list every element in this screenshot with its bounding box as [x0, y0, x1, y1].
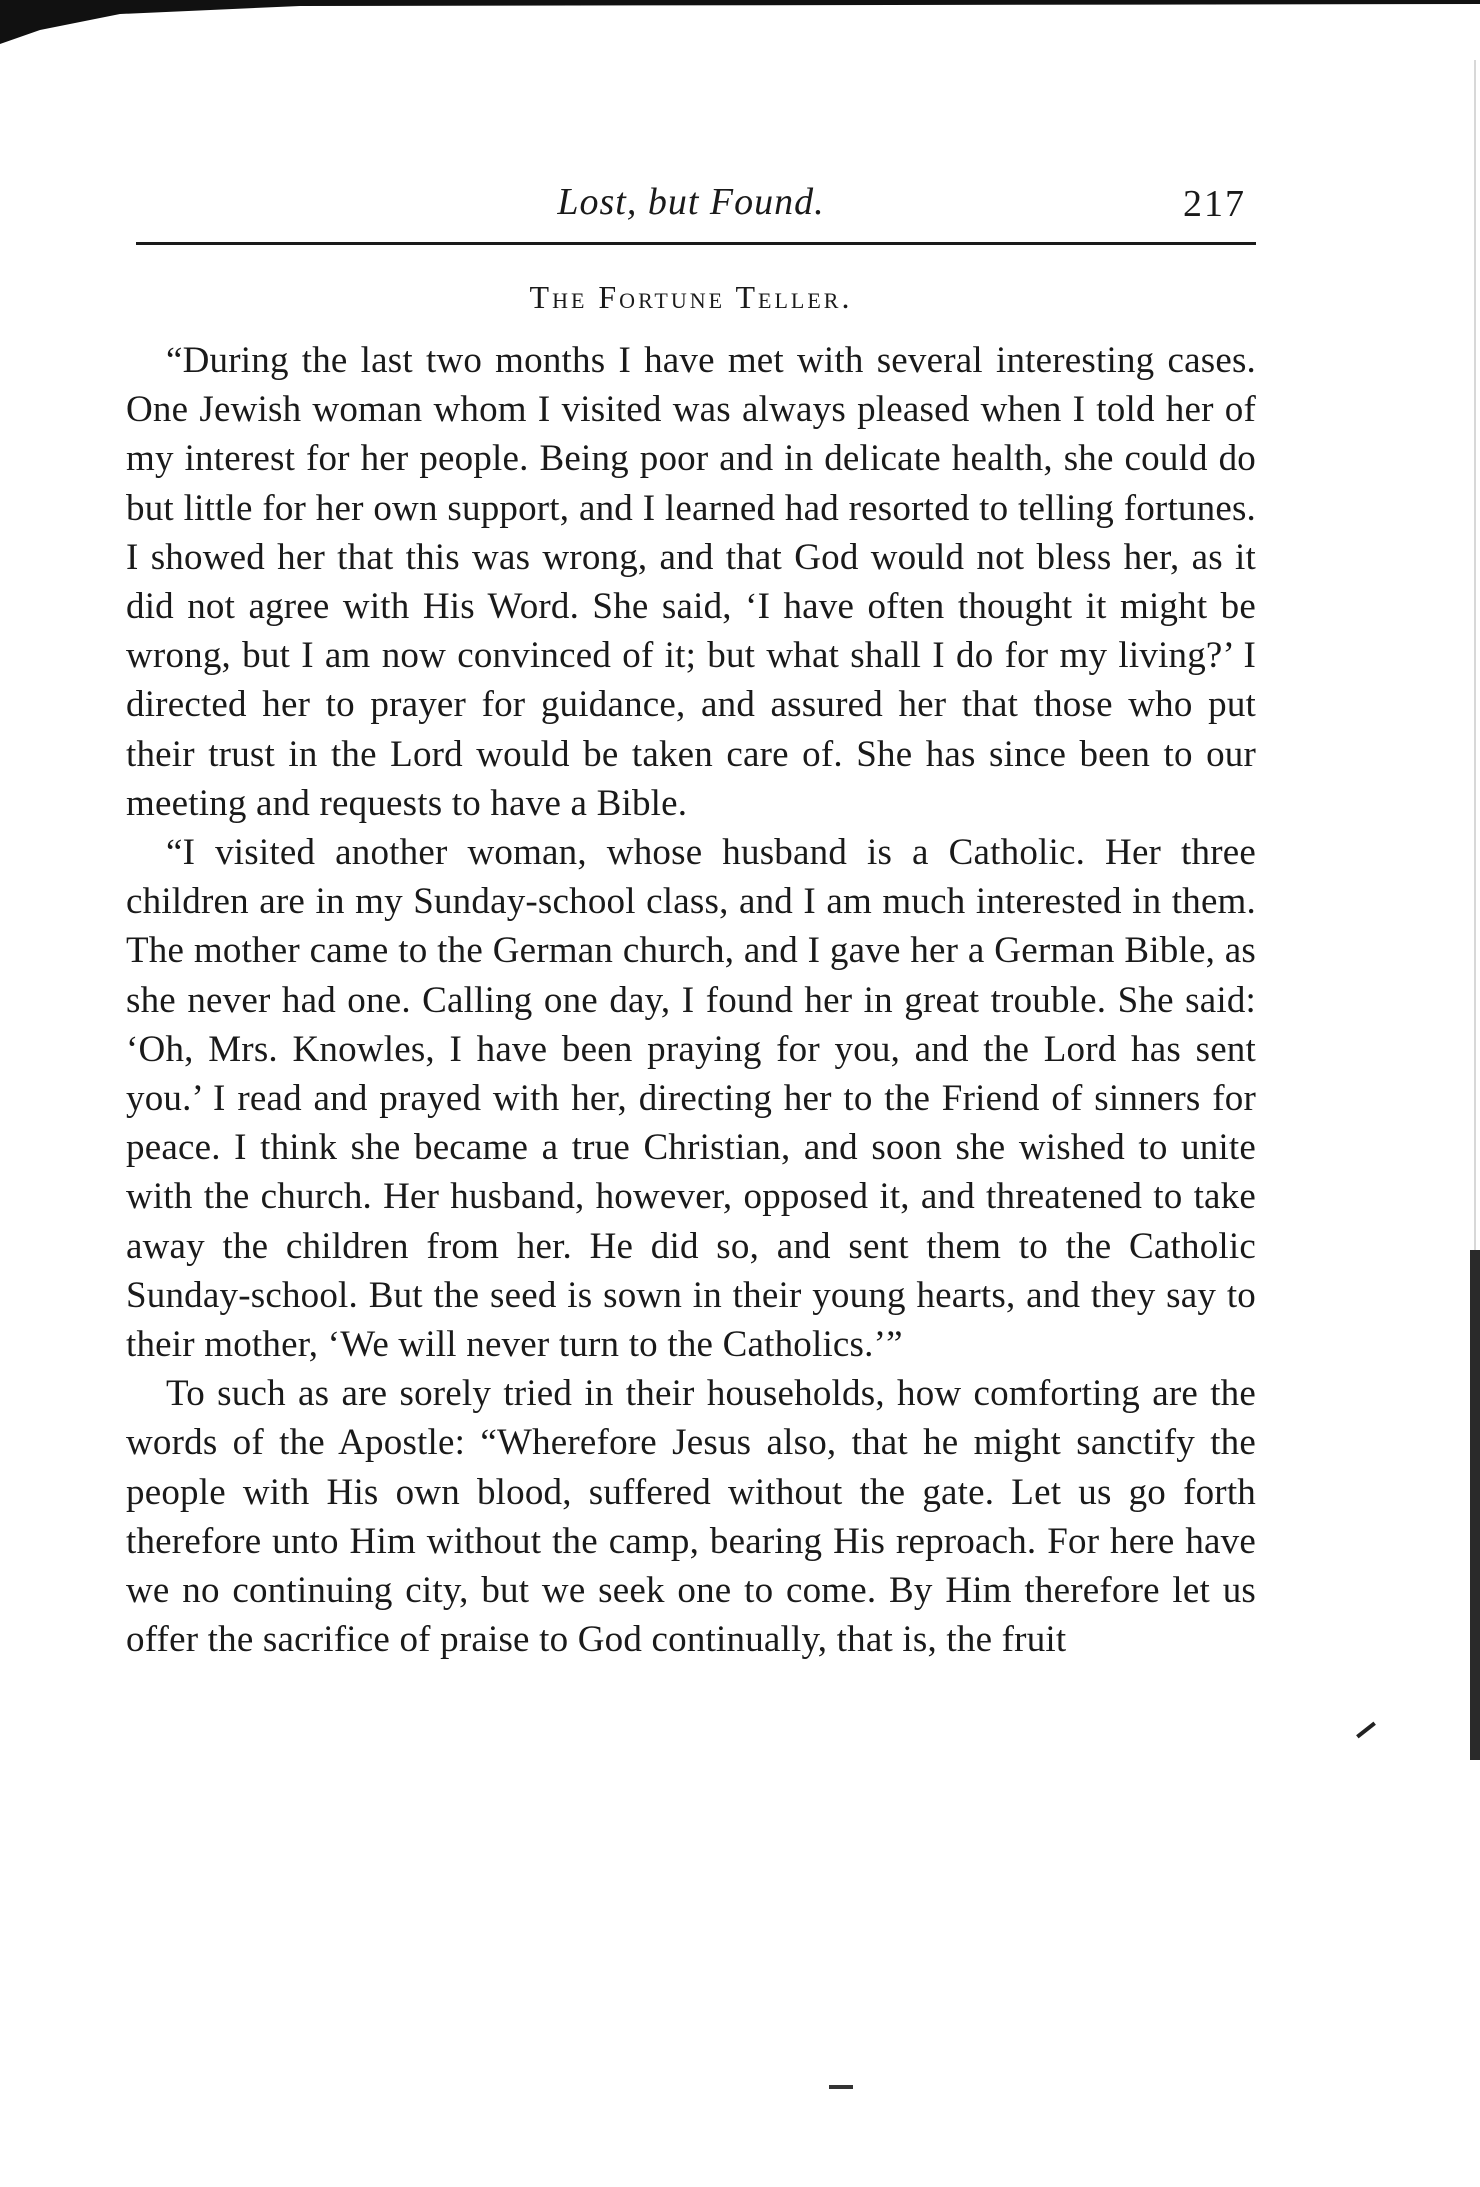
section-heading: The Fortune Teller.	[529, 279, 853, 315]
page-number: 217	[1183, 183, 1246, 225]
body-paragraph: “I visited another woman, whose husband is a Catholic. Her three children are in my Sunday-school class, and I am much interested in them. The mother came to the German church, and I gave her a German Bible, as she never had one. Calling one day, I found her in great trouble. She said: ‘Oh, Mrs. Knowles, I have been praying for you, and the Lord has sent you.’ I read and prayed with her, directing her to the Friend of sinners for peace. I think she became a true Christian, and soon she wished to unite with the church. Her husband, however, opposed it, and threatened to take away the children from her. He did so, and sent them to the Catholic Sunday-school. But the seed is sown in their young hearts, and they say to their mother, ‘We will never turn to the Catholics.’”	[126, 832, 1256, 1366]
bottom-ink-mark	[829, 2085, 853, 2089]
book-page	[126, 180, 1256, 1664]
page-edge-shadow	[0, 0, 1480, 60]
running-head	[126, 180, 1256, 240]
body-paragraph: To such as are sorely tried in their households, how comforting are the words of the Apostle: “Wherefore Jesus also, that he might sanctify the people with His own blood, suffered without the gate. Let us go forth therefore unto Him without the camp, bearing His reproach. For here have we no continuing city, but we seek one to come. By Him therefore let us offer the sacrifice of praise to God continually, that is, the fruit	[126, 1373, 1256, 1661]
page-edge-line	[1474, 60, 1476, 1250]
body-paragraph: “During the last two months I have met with several interesting cases. One Jewish woman whom I visited was always pleased when I told her of my interest for her people. Being poor and in delicate health, she could do but little for her own support, and I learned had resorted to telling fortunes. I showed her that this was wrong, and that God would not bless her, as it did not agree with His Word. She said, ‘I have often thought it might be wrong, but I am now convinced of it; but what shall I do for my living?’ I directed her to prayer for guidance, and assured her that those who put their trust in the Lord would be taken care of. She has since been to our meeting and requests to have a Bible.	[126, 340, 1256, 824]
header-rule	[136, 242, 1256, 245]
stray-ink-mark	[1356, 1722, 1376, 1739]
scan-edge-mark	[1470, 1250, 1480, 1760]
running-title: Lost, but Found.	[557, 181, 825, 223]
